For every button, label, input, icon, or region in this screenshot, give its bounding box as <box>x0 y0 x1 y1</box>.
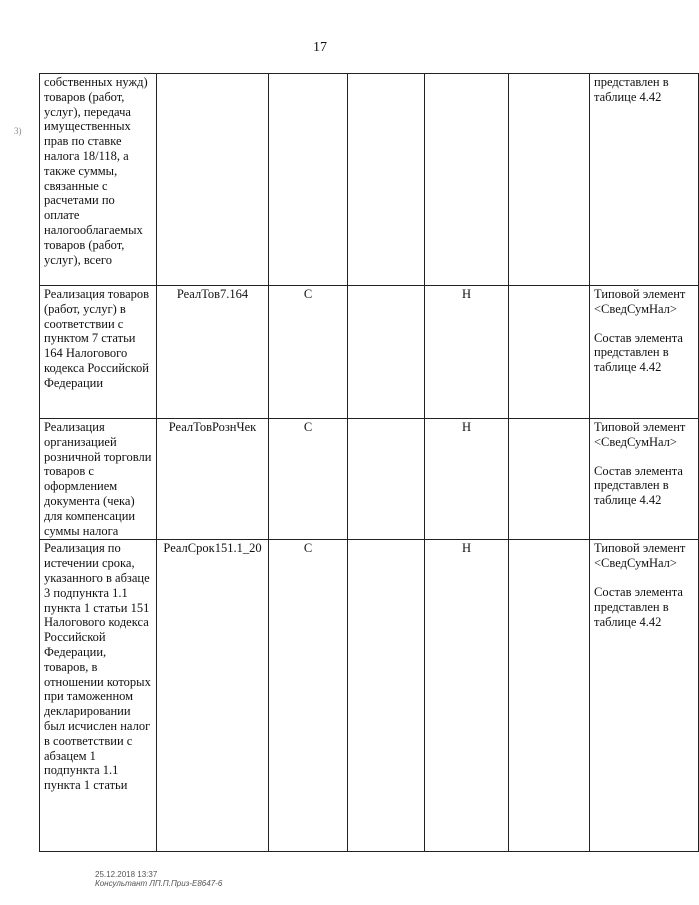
element-tag-cell: РеалТовРознЧек <box>157 419 269 540</box>
note-type: Типовой элемент <СведСумНал> <box>594 287 686 316</box>
element-required-cell <box>425 74 509 286</box>
element-sign-cell <box>269 74 348 286</box>
note-description: Состав элемента представлен в таблице 4.42 <box>594 330 683 375</box>
element-format-cell <box>509 74 590 286</box>
margin-mark: 3) <box>14 126 22 136</box>
element-size-cell <box>348 74 425 286</box>
table-row <box>40 419 699 540</box>
element-format-cell <box>509 419 590 540</box>
element-required-cell: Н <box>425 419 509 540</box>
element-format-cell <box>509 286 590 419</box>
element-sign-cell: С <box>269 286 348 419</box>
note-type: Типовой элемент <СведСумНал> <box>594 541 686 571</box>
element-note-cell <box>590 286 699 419</box>
element-sign-cell: С <box>269 540 348 852</box>
note-description: представлен в таблице 4.42 <box>594 75 669 104</box>
element-sign-cell: С <box>269 419 348 540</box>
page-number: 17 <box>313 40 327 55</box>
element-tag-cell: РеалСрок151.1_20 <box>157 540 269 852</box>
note-description: Состав элемента представлен в таблице 4.42 <box>594 584 683 629</box>
element-format-cell <box>509 540 590 852</box>
element-required-cell: Н <box>425 540 509 852</box>
element-required-cell: Н <box>425 286 509 419</box>
element-name-cell: Реализация товаров (работ, услуг) в соответствии с пунктом 7 статьи 164 Налогового кодекса Российской Федерации <box>40 286 157 419</box>
table-row <box>40 286 699 419</box>
element-tag-cell <box>157 74 269 286</box>
element-note-cell <box>590 74 699 286</box>
element-size-cell <box>348 286 425 419</box>
element-name-cell: Реализация организацией розничной торговли товаров с оформлением документа (чека) для компенсации суммы налога <box>40 419 157 540</box>
table-row <box>40 540 699 852</box>
element-name-cell: Реализация по истечении срока, указанного в абзаце 3 подпункта 1.1 пункта 1 статьи 151 Налогового кодекса Российской Федерации, товаров, в отношении которых при таможенном декларировании был исчислен налог в соответствии с абзацем 1 подпункта 1.1 пункта 1 статьи <box>40 540 157 852</box>
element-size-cell <box>348 419 425 540</box>
note-description: Состав элемента представлен в таблице 4.42 <box>594 463 683 508</box>
element-size-cell <box>348 540 425 852</box>
table-row <box>40 74 699 286</box>
element-note-cell <box>590 419 699 540</box>
footer-timestamp: 25.12.2018 13:37 <box>95 870 158 879</box>
note-type: Типовой элемент <СведСумНал> <box>594 420 686 449</box>
elements-table <box>39 73 699 852</box>
element-tag-cell: РеалТов7.164 <box>157 286 269 419</box>
element-name-cell: собственных нужд) товаров (работ, услуг), передача имущественных прав по ставке налога 18/118, а также суммы, связанные с расчетами по оплате налогооблагаемых товаров (работ, услуг), всего <box>40 74 157 286</box>
element-note-cell <box>590 540 699 852</box>
footer-stamp <box>95 870 222 888</box>
footer-code: Консультант ЛП.П.Приз-Е8647-6 <box>95 879 223 888</box>
